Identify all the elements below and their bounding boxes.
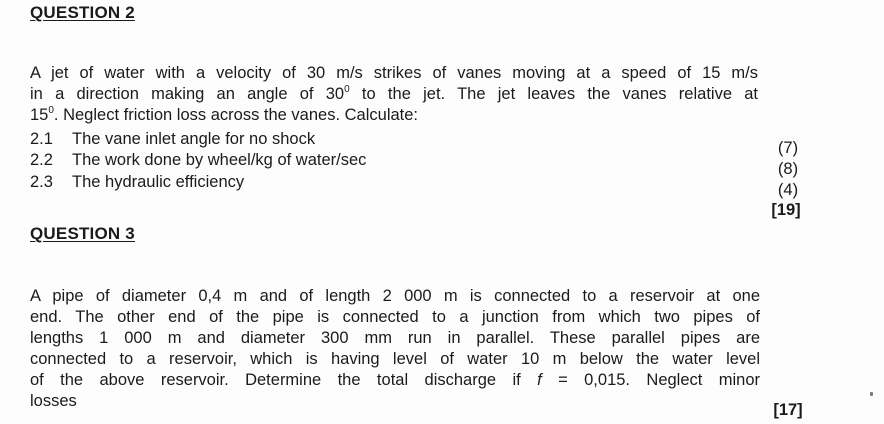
degree-superscript: 0 [344,84,350,95]
statement-text: 15 [30,106,49,124]
statement-line [30,105,758,126]
question-2-statement [30,63,758,126]
sub-question-2-3 [30,172,244,193]
marks-2-2: (8) [777,160,799,178]
statement-line: lengths 1 000 m and diameter 300 mm run in parallel. These parallel pipes are [30,329,760,347]
statement-text: in a direction making an angle of 30 [30,85,345,103]
statement-line [30,370,760,391]
question-3-total-marks: [17] [773,401,803,419]
statement-line: connected to a reservoir, which is having level of water 10 m below the water level [30,350,760,368]
sub-question-text: The vane inlet angle for no shock [72,130,316,148]
sub-question-number: 2.1 [30,130,53,148]
sub-question-text: The work done by wheel/kg of water/sec [72,151,367,169]
sub-question-2-1 [30,129,315,150]
marks-2-1: (7) [777,139,799,157]
statement-text: = 0,015. Neglect minor [541,371,760,389]
marks-2-3: (4) [777,181,799,199]
friction-factor-symbol: f [537,371,542,389]
question-2-total-marks: [19] [771,201,801,219]
question-2-heading: QUESTION 2 [30,3,135,22]
statement-line: end. The other end of the pipe is connected to a junction from which two pipes of [30,308,760,326]
statement-line: A jet of water with a velocity of 30 m/s strikes of vanes moving at a speed of 15 m/s [30,64,758,82]
sub-question-number: 2.3 [30,173,53,191]
statement-line [30,84,758,105]
statement-text: of the above reservoir. Determine the total discharge if [30,371,538,389]
sub-question-number: 2.2 [30,151,53,169]
sub-question-2-2 [30,150,366,171]
degree-superscript: 0 [48,105,54,116]
scan-speck [870,392,873,396]
statement-text: to the jet. The jet leaves the vanes relative at [349,85,758,103]
statement-line: losses [30,392,77,410]
sub-question-text: The hydraulic efficiency [72,173,245,191]
statement-line: A pipe of diameter 0,4 m and of length 2 000 m is connected to a reservoir at one [30,287,760,305]
question-3-statement [30,286,760,412]
question-3-heading: QUESTION 3 [30,224,135,243]
statement-text: . Neglect friction loss across the vanes. Calculate: [53,106,419,124]
